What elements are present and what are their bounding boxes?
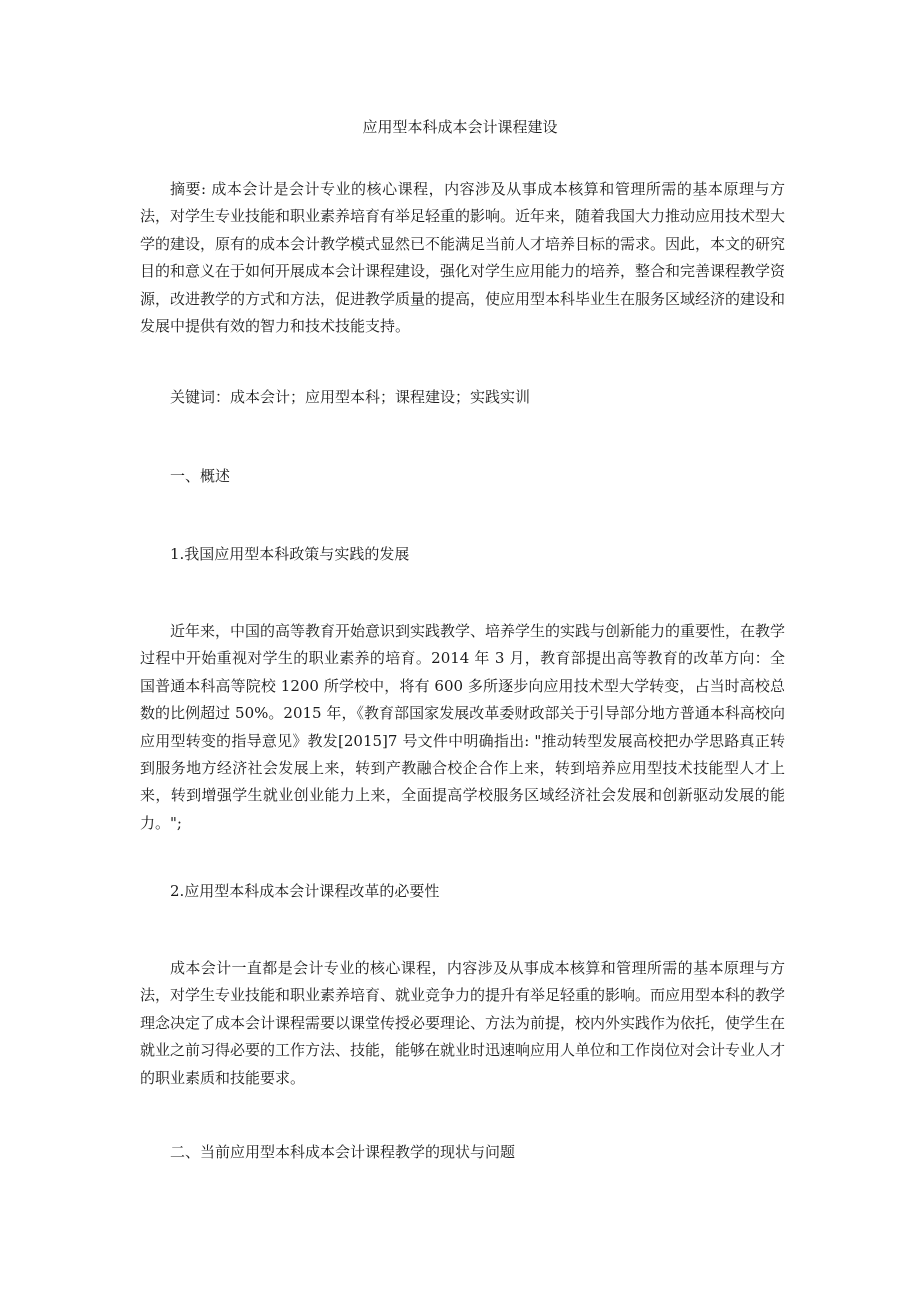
section-heading-current-status: 二、当前应用型本科成本会计课程教学的现状与问题 (170, 1143, 516, 1161)
document-title: 应用型本科成本会计课程建设 (362, 118, 558, 136)
subsection-heading-necessity: 2.应用型本科成本会计课程改革的必要性 (170, 882, 440, 900)
keywords-line: 关键词：成本会计；应用型本科；课程建设；实践实训 (170, 388, 531, 406)
subsection-heading-policy: 1.我国应用型本科政策与实践的发展 (170, 545, 410, 563)
necessity-paragraph: 成本会计一直都是会计专业的核心课程，内容涉及从事成本核算和管理所需的基本原理与方法，对学生专业技能和职业素养培育、就业竞争力的提升有举足轻重的影响。而应用型本科的教学理念决定了成本会计课程需要以课堂传授必要理论、方法为前提，校内外实践作为依托，使学生在就业之前习得必要的工作方法、技能，能够在就业时迅速响应用人单位和工作岗位对会计专业人才的职业素质和技能要求。 (140, 959, 786, 1087)
section-heading-overview: 一、概述 (170, 467, 231, 485)
abstract-paragraph: 摘要: 成本会计是会计专业的核心课程，内容涉及从事成本核算和管理所需的基本原理与方法，对学生专业技能和职业素养培育有举足轻重的影响。近年来，随着我国大力推动应用技术型大学的建设，原有的成本会计教学模式显然已不能满足当前人才培养目标的需求。因此，本文的研究目的和意义在于如何开展成本会计课程建设，强化对学生应用能力的培养，整合和完善课程教学资源，改进教学的方式和方法，促进教学质量的提高，使应用型本科毕业生在服务区域经济的建设和发展中提供有效的智力和技术技能支持。 (140, 180, 786, 336)
policy-paragraph: 近年来，中国的高等教育开始意识到实践教学、培养学生的实践与创新能力的重要性，在教学过程中开始重视对学生的职业素养的培育。2014 年 3 月，教育部提出高等教育的改革方向：全国普通本科高等院校 1200 所学校中，将有 600 多所逐步向应用技术型大学转变，占当时高校总数的比例超过 50%。2015 年，《教育部国家发展改革委财政部关于引导部分地方普通本科高校向应用型转变的指导意见》教发[2015]7 号文件中明确指出: "推动转型发展高校把办学思路真正转到服务地方经济社会发展上来，转到产教融合校企合作上来，转到培养应用型技术技能型人才上来，转到增强学生就业创业能力上来，全面提高学校服务区域经济社会发展和创新驱动发展的能力。"; (140, 622, 786, 832)
